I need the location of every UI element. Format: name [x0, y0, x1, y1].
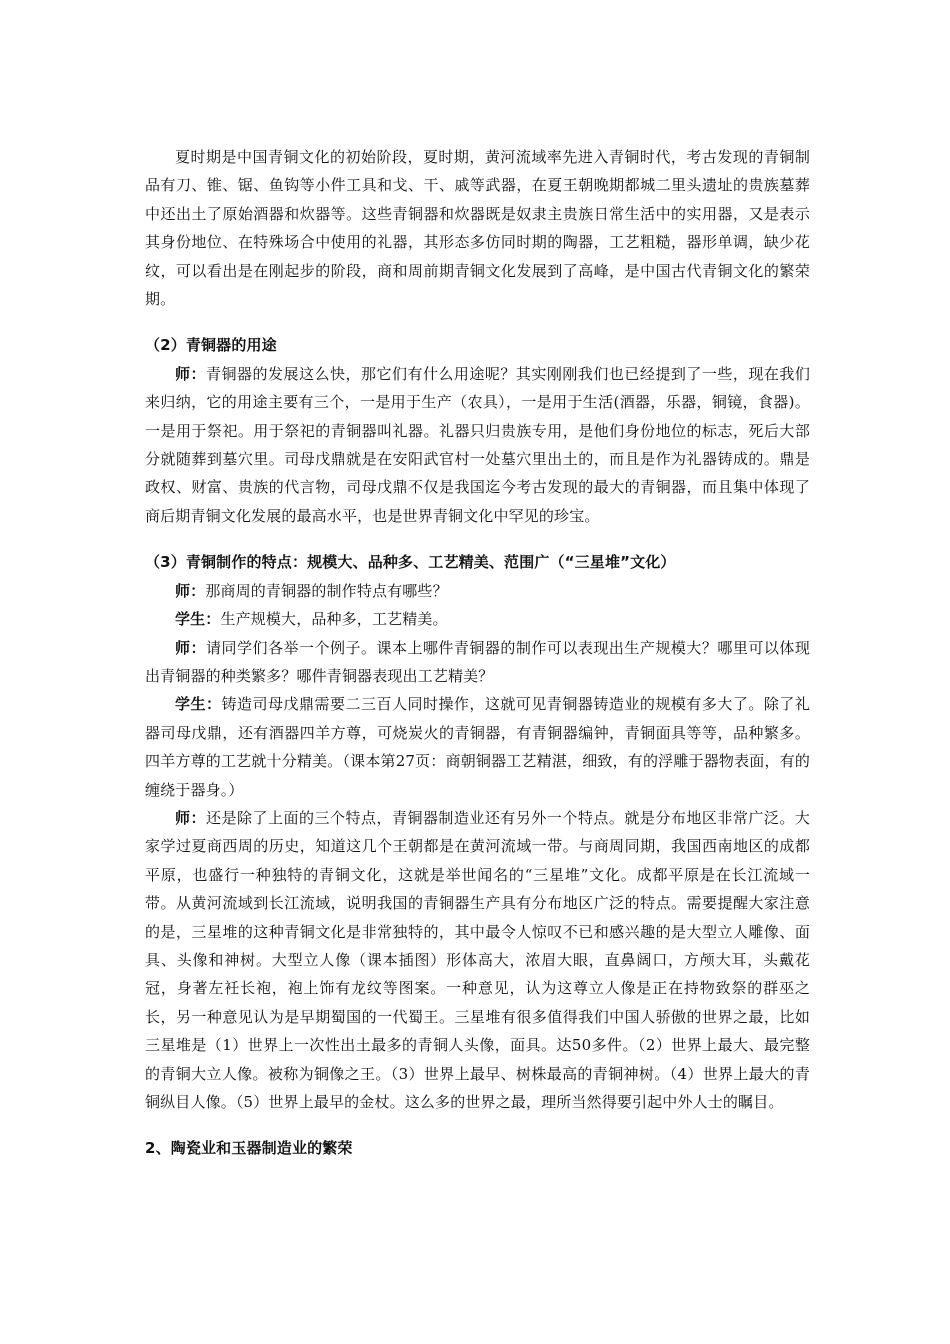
- speaker-label: 师：: [175, 581, 206, 600]
- paragraph-bronze-uses: [145, 360, 810, 530]
- paragraph-text: 青铜器的发展这么快，那它们有什么用途呢？其实刚刚我们也已经提到了一些，现在我们来归纳，它的用途主要有三个，一是用于生产（农具），一是用于生活(酒器，乐器，铜镜，食器)。一是用于祭祀。用于祭祀的青铜器叫礼器。礼器只归贵族专用，是他们身份地位的标志，死后大部分就随葬到墓穴里。司母戊鼎就是在安阳武官村一处墓穴里出土的，而且是作为礼器铸成的。鼎是政权、财富、贵族的代言物，司母戊鼎不仅是我国迄今考古发现的最大的青铜器，而且集中体现了商后期青铜文化发展的最高水平，也是世界青铜文化中罕见的珍宝。: [145, 364, 810, 525]
- dialogue-line: [145, 577, 810, 605]
- speaker-label: 师：: [175, 364, 206, 383]
- speaker-label: 学生：: [175, 695, 222, 714]
- dialogue-text: 请同学们各举一个例子。课本上哪件青铜器的制作可以表现出生产规模大？哪里可以体现出青铜器的种类繁多？哪件青铜器表现出工艺精美？: [145, 638, 810, 685]
- dialogue-text: 生产规模大，品种多，工艺精美。: [220, 610, 448, 629]
- speaker-label: 学生：: [175, 610, 221, 629]
- speaker-label: 师：: [175, 638, 206, 657]
- dialogue-line: [145, 605, 810, 633]
- dialogue-line: [145, 634, 810, 691]
- dialogue-line: [145, 690, 810, 804]
- paragraph-xia-bronze: 夏时期是中国青铜文化的初始阶段，夏时期，黄河流域率先进入青铜时代，考古发现的青铜制品有刀、锥、锯、鱼钩等小件工具和戈、干、戚等武器，在夏王朝晚期都城二里头遗址的贵族墓葬中还出土了原始酒器和炊器等。这些青铜器和炊器既是奴隶主贵族日常生活中的实用器，又是表示其身份地位、在特殊场合中使用的礼器，其形态多仿同时期的陶器，工艺粗糙，器形单调，缺少花纹，可以看出是在刚起步的阶段，商和周前期青铜文化发展到了高峰，是中国古代青铜文化的繁荣期。: [145, 148, 810, 309]
- document-page: [145, 143, 810, 1163]
- dialogue-text: 铸造司母戊鼎需要二三百人同时操作，这就可见青铜器铸造业的规模有多大了。除了礼器司母戊鼎，还有酒器四羊方尊，可烧炭火的青铜器，有青铜器编钟，青铜面具等等，品种繁多。四羊方尊的工艺就十分精美。（课本第27页：商朝铜器工艺精湛，细致，有的浮雕于器物表面，有的缠绕于器身。）: [145, 695, 810, 799]
- heading-section-pottery-jade: 2、陶瓷业和玉器制造业的繁荣: [145, 1139, 353, 1158]
- dialogue-text: 那商周的青铜器的制作特点有哪些？: [205, 581, 448, 600]
- heading-bronze-uses: （2）青铜器的用途: [145, 336, 277, 355]
- speaker-label: 师：: [175, 808, 206, 827]
- dialogue-text: 还是除了上面的三个特点，青铜器制造业还有另外一个特点。就是分布地区非常广泛。大家学过夏商西周的历史，知道这几个王朝都是在黄河流域一带。与商周同期，我国西南地区的成都平原，也盛行一种独特的青铜文化，这就是举世闻名的“三星堆”文化。成都平原是在长江流域一带。从黄河流域到长江流域，说明我国的青铜器生产具有分布地区广泛的特点。需要提醒大家注意的是，三星堆的这种青铜文化是非常独特的，其中最令人惊叹不已和感兴趣的是大型立人雕像、面具、头像和神树。大型立人像（课本插图）形体高大，浓眉大眼，直鼻阔口，方颅大耳，头戴花冠，身著左衽长袍，袍上饰有龙纹等图案。一种意见，认为这尊立人像是正在持物致祭的群巫之长，另一种意见认为是早期蜀国的一代蜀王。三星堆有很多值得我们中国人骄傲的世界之最，比如三星堆是（1）世界上一次性出土最多的青铜人头像，面具。达50多件。（2）世界上最大、最完整的青铜大立人像。被称为铜像之王。（3）世界上最早、树株最高的青铜神树。（4）世界上最大的青铜纵目人像。（5）世界上最早的金杖。这么多的世界之最，理所当然得要引起中外人士的瞩目。: [145, 808, 810, 1111]
- dialogue-line: [145, 804, 810, 1116]
- heading-bronze-features: （3）青铜制作的特点：规模大、品种多、工艺精美、范围广（“三星堆”文化）: [145, 553, 676, 572]
